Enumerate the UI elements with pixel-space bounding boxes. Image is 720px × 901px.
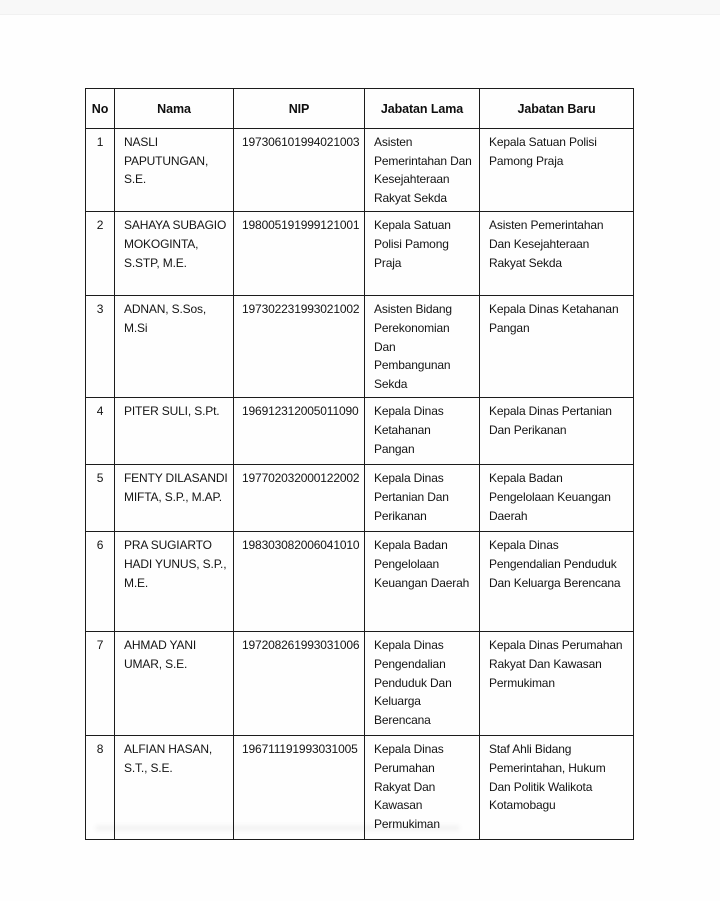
cell-jabatan_baru: Kepala Satuan Polisi Pamong Praja: [480, 129, 634, 212]
cell-nip: 198303082006041010: [234, 532, 365, 632]
cell-no: 6: [86, 532, 115, 632]
table-row: [86, 532, 634, 632]
cell-jabatan_baru: Kepala Badan Pengelolaan Keuangan Daerah: [480, 465, 634, 532]
cell-no: 2: [86, 212, 115, 296]
page-top-edge: [0, 0, 720, 15]
column-header-nama: Nama: [115, 89, 234, 129]
table-shadow: [95, 825, 460, 831]
cell-jabatan_lama: Asisten Bidang Perekonomian Dan Pembangunan Sekda: [365, 296, 480, 398]
column-header-no: No: [86, 89, 115, 129]
column-header-jabatan_lama: Jabatan Lama: [365, 89, 480, 129]
cell-nip: 196912312005011090: [234, 398, 365, 465]
cell-jabatan_baru: Kepala Dinas Pertanian Dan Perikanan: [480, 398, 634, 465]
cell-jabatan_baru: Kepala Dinas Perumahan Rakyat Dan Kawasan Permukiman: [480, 632, 634, 736]
cell-jabatan_lama: Kepala Satuan Polisi Pamong Praja: [365, 212, 480, 296]
table-row: [86, 398, 634, 465]
cell-jabatan_lama: Kepala Dinas Pertanian Dan Perikanan: [365, 465, 480, 532]
cell-no: 7: [86, 632, 115, 736]
column-header-jabatan_baru: Jabatan Baru: [480, 89, 634, 129]
cell-jabatan_lama: Kepala Badan Pengelolaan Keuangan Daerah: [365, 532, 480, 632]
table-row: [86, 632, 634, 736]
cell-no: 4: [86, 398, 115, 465]
cell-nama: ALFIAN HASAN, S.T., S.E.: [115, 736, 234, 840]
cell-nama: SAHAYA SUBAGIO MOKOGINTA, S.STP, M.E.: [115, 212, 234, 296]
cell-jabatan_lama: Asisten Pemerintahan Dan Kesejahteraan Rakyat Sekda: [365, 129, 480, 212]
table-row: [86, 296, 634, 398]
cell-no: 5: [86, 465, 115, 532]
cell-nip: 197208261993031006: [234, 632, 365, 736]
cell-nip: 198005191999121001: [234, 212, 365, 296]
cell-nip: 197702032000122002: [234, 465, 365, 532]
cell-nip: 197306101994021003: [234, 129, 365, 212]
cell-nama: NASLI PAPUTUNGAN, S.E.: [115, 129, 234, 212]
cell-nama: FENTY DILASANDI MIFTA, S.P., M.AP.: [115, 465, 234, 532]
personnel-mutation-table: [85, 88, 634, 840]
table-row: [86, 129, 634, 212]
cell-jabatan_baru: Kepala Dinas Pengendalian Penduduk Dan Keluarga Berencana: [480, 532, 634, 632]
column-header-nip: NIP: [234, 89, 365, 129]
cell-no: 8: [86, 736, 115, 840]
cell-nip: 197302231993021002: [234, 296, 365, 398]
cell-no: 1: [86, 129, 115, 212]
cell-jabatan_lama: Kepala Dinas Perumahan Rakyat Dan Kawasan Permukiman: [365, 736, 480, 840]
table-row: [86, 465, 634, 532]
cell-no: 3: [86, 296, 115, 398]
cell-nama: PRA SUGIARTO HADI YUNUS, S.P., M.E.: [115, 532, 234, 632]
cell-jabatan_lama: Kepala Dinas Pengendalian Penduduk Dan Keluarga Berencana: [365, 632, 480, 736]
cell-jabatan_baru: Asisten Pemerintahan Dan Kesejahteraan Rakyat Sekda: [480, 212, 634, 296]
cell-jabatan_baru: Kepala Dinas Ketahanan Pangan: [480, 296, 634, 398]
cell-nama: PITER SULI, S.Pt.: [115, 398, 234, 465]
table-row: [86, 212, 634, 296]
cell-jabatan_lama: Kepala Dinas Ketahanan Pangan: [365, 398, 480, 465]
cell-nip: 196711191993031005: [234, 736, 365, 840]
cell-jabatan_baru: Staf Ahli Bidang Pemerintahan, Hukum Dan Politik Walikota Kotamobagu: [480, 736, 634, 840]
cell-nama: ADNAN, S.Sos, M.Si: [115, 296, 234, 398]
cell-nama: AHMAD YANI UMAR, S.E.: [115, 632, 234, 736]
table-header-row: [86, 89, 634, 129]
